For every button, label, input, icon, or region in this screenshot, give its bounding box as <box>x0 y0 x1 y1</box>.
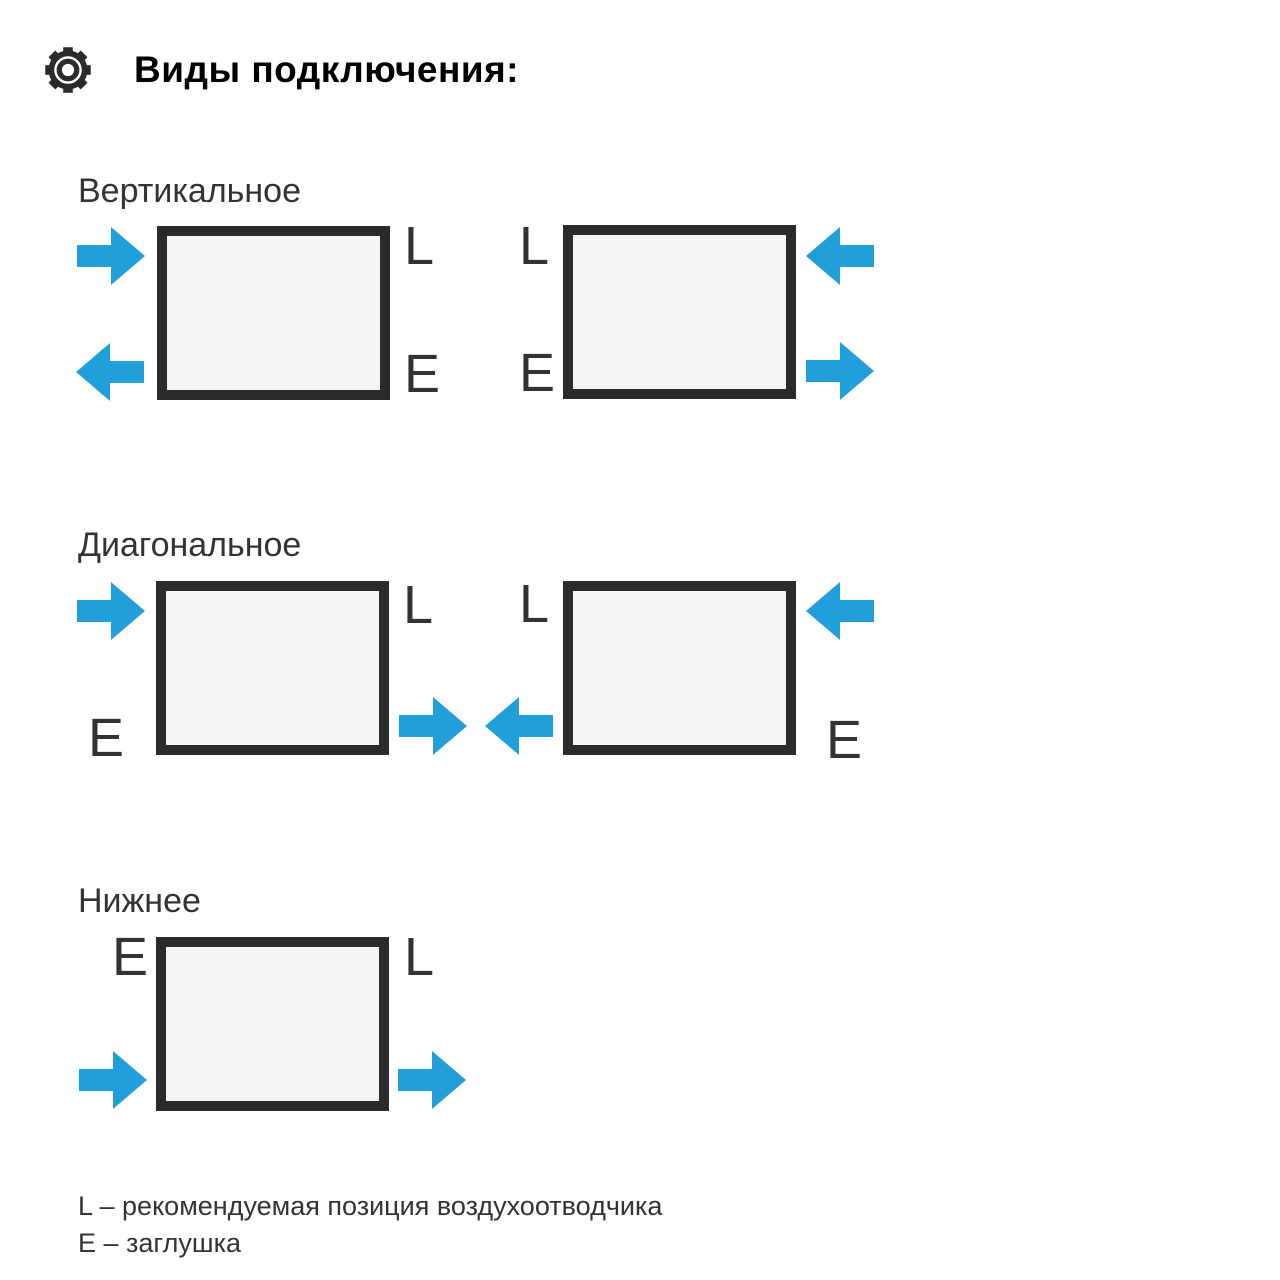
legend-air-vent-line: L – рекомендуемая позиция воздухоотводчика <box>78 1191 663 1221</box>
outlet-arrow-icon <box>485 697 553 755</box>
outlet-arrow-icon <box>806 342 874 400</box>
air-vent-label: L <box>519 574 550 634</box>
inlet-arrow-icon <box>77 582 145 640</box>
page-title: Виды подключения: <box>134 49 520 90</box>
plug-label: E <box>404 344 441 404</box>
radiator-body <box>156 581 389 755</box>
radiator-body <box>563 225 796 399</box>
section-title-vertical: Вертикальное <box>78 172 301 210</box>
radiator-body <box>157 226 390 400</box>
radiator-body <box>156 937 389 1111</box>
plug-label: E <box>88 708 125 768</box>
gear-icon <box>40 42 96 98</box>
section-title-bottom: Нижнее <box>78 882 201 920</box>
inlet-arrow-icon <box>806 227 874 285</box>
plug-label: E <box>519 343 556 403</box>
plug-label: E <box>112 927 149 987</box>
inlet-arrow-icon <box>79 1051 147 1109</box>
air-vent-label: L <box>404 927 435 987</box>
outlet-arrow-icon <box>399 697 467 755</box>
air-vent-label: L <box>519 216 550 276</box>
outlet-arrow-icon <box>76 343 144 401</box>
radiator-body <box>563 581 796 755</box>
inlet-arrow-icon <box>806 582 874 640</box>
outlet-arrow-icon <box>398 1051 466 1109</box>
inlet-arrow-icon <box>77 227 145 285</box>
air-vent-label: L <box>403 575 434 635</box>
plug-label: E <box>826 710 863 770</box>
legend-plug-line: E – заглушка <box>78 1228 242 1258</box>
air-vent-label: L <box>404 216 435 276</box>
section-title-diagonal: Диагональное <box>78 526 302 564</box>
